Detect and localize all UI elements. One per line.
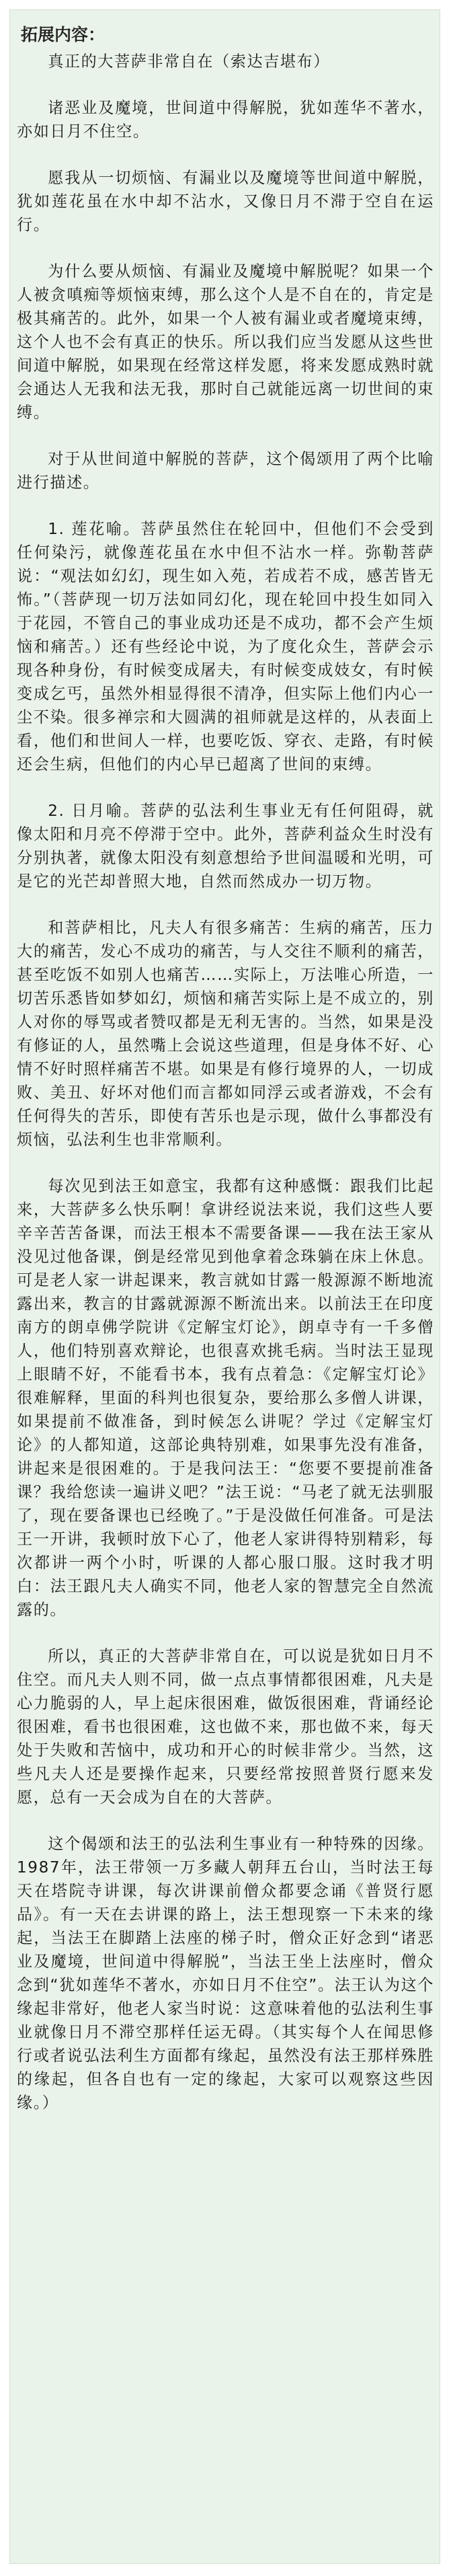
paragraph: 和菩萨相比，凡夫人有很多痛苦：生病的痛苦，压力大的痛苦，发心不成功的痛苦，与人交往不顺利的痛苦，甚至吃饭不如别人也痛苦……实际上，万法唯心所造，一切苦乐悉皆如梦如幻，烦恼和痛苦实际上是不成立的，别人对你的辱骂或者赞叹都是无利无害的。当然，如果是没有修证的人，虽然嘴上会说这些道理，但是身体不好、心情不好时照样痛苦不堪。如果是有修行境界的人，一切成败、美丑、好坏对他们而言都如同浮云或者游戏，不会有任何得失的苦乐，即使有苦乐也是示现，做什么事都没有烦恼，弘法利生也非常顺利。 xyxy=(17,919,434,1149)
article-body xyxy=(17,24,434,2556)
paragraph: 这个偈颂和法王的弘法利生事业有一种特殊的因缘。1987年，法王带领一万多藏人朝拜五台山，当时法王每天在塔院寺讲课，每次讲课前僧众都要念诵《普贤行愿品》。有一天在去讲课的路上，法王想现察一下未来的缘起，当法王在脚踏上法座的梯子时，僧众正好念到“诸恶业及魔境，世间道中得解脱”，当法王坐上法座时，僧众念到“犹如莲华不著水，亦如日月不住空”。法王认为这个缘起非常好，他老人家当时说：这意味着他的弘法利生事业就像日月不滞空那样任运无碍。（其实每个人在闻思修行或者说弘法利生方面都有缘起，虽然没有法王那样殊胜的缘起，但各自也有一定的缘起，大家可以观察这些因缘。） xyxy=(17,1835,434,2112)
paragraph: 所以，真正的大菩萨非常自在，可以说是犹如日月不住空。而凡夫人则不同，做一点点事情都很困难，凡夫是心力脆弱的人，早上起床很困难，做饭很困难，背诵经论很困难，看书也很困难，这也做不来，那也做不来，每天处于失败和苦恼中，成功和开心的时候非常少。当然，这些凡夫人还是要操作起来，只要经常按照普贤行愿来发愿，总有一天会成为自在的大菩萨。 xyxy=(17,1648,434,1807)
paragraph-sun-moon-analogy: 2. 日月喻。菩萨的弘法利生事业无有任何阻碍，就像太阳和月亮不停滞于空中。此外，菩萨利益众生时没有分别执著，就像太阳没有刻意想给予世间温暖和光明，可是它的光芒却普照大地，自然而然成办一切万物。 xyxy=(17,802,434,891)
paragraph-lotus-analogy: 1. 莲花喻。菩萨虽然住在轮回中，但他们不会受到任何染污，就像莲花虽在水中但不沾水一样。弥勒菩萨说：“观法如幻幻，现生如入苑，若成若不成，感苦皆无怖。”（菩萨现一切万法如同幻化，现在轮回中投生如同入于花园，不管自己的事业成功还是不成功，都不会产生烦恼和痛苦。）还有些经论中说，为了度化众生，菩萨会示现各种身份，有时候变成屠夫，有时候变成妓女，有时候变成乞丐，虽然外相显得很不清净，但实际上他们内心一尘不染。很多禅宗和大圆满的祖师就是这样的，从表面上看，他们和世间人一样，也要吃饭、穿衣、走路，有时候还会生病，但他们的内心早已超离了世间的束缚。 xyxy=(17,521,434,773)
section-heading: 拓展内容： xyxy=(21,25,106,44)
paragraph: 对于从世间道中解脱的菩萨，这个偈颂用了两个比喻进行描述。 xyxy=(17,451,434,492)
paragraph: 为什么要从烦恼、有漏业及魔境中解脱呢？如果一个人被贪嗔痴等烦恼束缚，那么这个人是不自在的，肯定是极其痛苦的。此外，如果一个人被有漏业或者魔境束缚，这个人也不会有真正的快乐。所以我们应当发愿从这些世间道中解脱，如果现在经常这样发愿，将来发愿成熟时就会通达人无我和法无我，那时自己就能远离一切世间的束缚。 xyxy=(17,263,434,422)
article-title: 真正的大菩萨非常自在（索达吉堪布） xyxy=(48,53,330,71)
content-card xyxy=(9,9,440,2564)
verse-text: 诸恶业及魔境，世间道中得解脱，犹如莲华不著水，亦如日月不住空。 xyxy=(17,100,434,141)
paragraph: 愿我从一切烦恼、有漏业以及魔境等世间道中解脱，犹如莲花虽在水中却不沾水，又像日月不滞于空自在运行。 xyxy=(17,169,434,234)
paragraph: 每次见到法王如意宝，我都有这种感慨：跟我们比起来，大菩萨多么快乐啊！拿讲经说法来说，我们这些人要辛辛苦苦备课，而法王根本不需要备课——我在法王家从没见过他备课，倒是经常见到他拿着念珠躺在床上休息。可是老人家一讲起课来，教言就如甘露一般源源不断地流露出来，教言的甘露就源源不断流出来。以前法王在印度南方的朗卓佛学院讲《定解宝灯论》，朗卓寺有一千多僧人，他们特别喜欢辩论，也很喜欢挑毛病。当时法王显现上眼睛不好，不能看书本，我有点着急：《定解宝灯论》很难解释，里面的科判也很复杂，要给那么多僧人讲课，如果提前不做准备，到时候怎么讲呢？学过《定解宝灯论》的人都知道，这部论典特别难，如果事先没有准备，讲起来是很困难的。于是我问法王：“您要不要提前准备课？我给您读一遍讲义吧？”法王说：“马老了就无法驯服了，现在要备课也已经晚了。”于是没做任何准备。可是法王一开讲，我顿时放下心了，他老人家讲得特别精彩，每次都讲一两个小时，听课的人都心服口服。这时我才明白：法王跟凡夫人确实不同，他老人家的智慧完全自然流露的。 xyxy=(17,1178,434,1619)
